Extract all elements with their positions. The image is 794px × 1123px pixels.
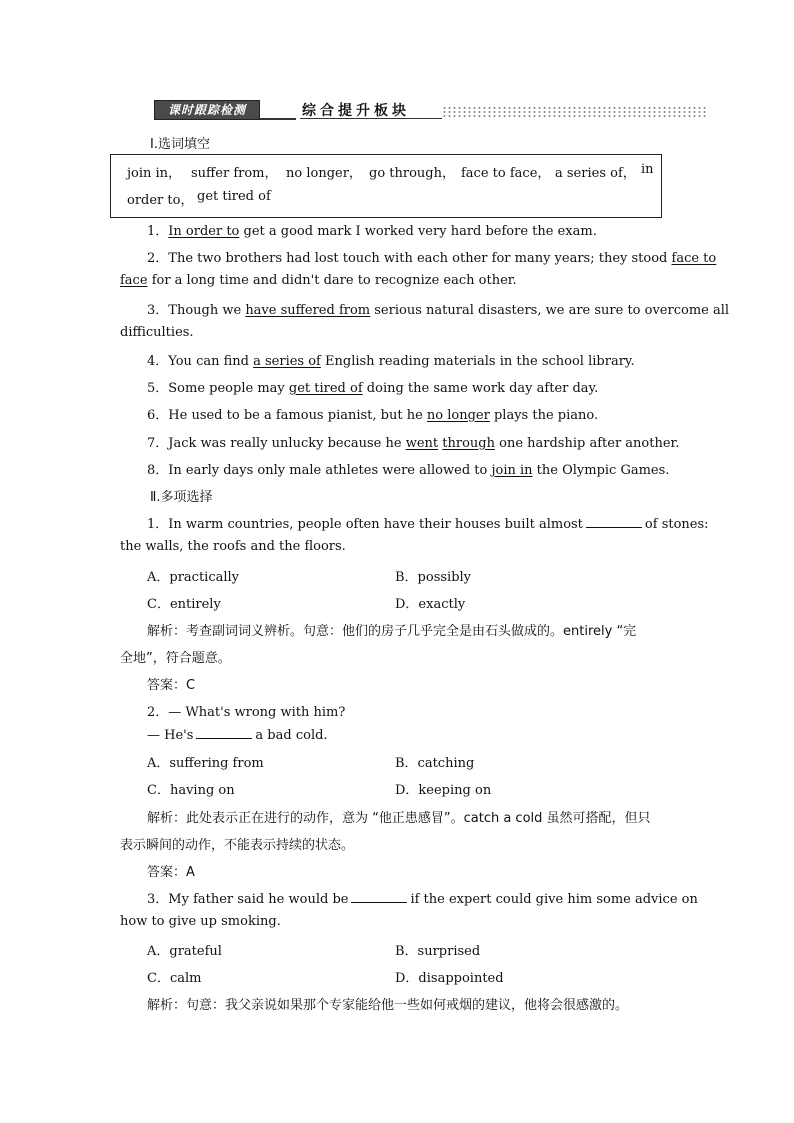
item-text: The two brothers had lost touch with each other for many years; they stood <box>168 251 668 266</box>
analysis-text-cont: 表示瞬间的动作，不能表示持续的状态。 <box>120 838 355 853</box>
word-bank-box <box>110 154 662 218</box>
word-bank-item: face to face， <box>461 166 551 181</box>
word-bank-item: in <box>641 162 654 177</box>
question-1-stem <box>147 513 709 532</box>
answer-key: 答案：A <box>147 865 195 880</box>
item-text: plays the piano. <box>493 408 599 423</box>
option-c: C．calm <box>147 971 202 986</box>
item-text: He used to be a famous pianist, but he <box>168 408 423 423</box>
question-text: of stones: <box>644 517 709 532</box>
answer-key: 答案：C <box>147 678 196 693</box>
banner-dot-pattern <box>442 106 708 118</box>
item-number: 6． <box>147 408 169 423</box>
item-text: You can find <box>168 354 249 369</box>
question-3-stem <box>147 888 698 907</box>
answer-text: a series of <box>253 354 321 369</box>
fill-item-6 <box>147 404 598 423</box>
fill-item-8 <box>147 459 669 478</box>
item-number: 7． <box>147 436 169 451</box>
question-number: 1． <box>147 517 169 532</box>
question-number: 3． <box>147 892 169 907</box>
item-number: 2． <box>147 251 169 266</box>
analysis-text: 解析：此处表示正在进行的动作，意为 “他正患感冒”。catch a cold 虽然可搭配，但只 <box>147 811 651 826</box>
question-text: if the expert could give him some advice on <box>410 892 698 907</box>
answer-blank <box>586 516 642 528</box>
analysis-text-cont: 全地”，符合题意。 <box>120 651 231 666</box>
item-text: Some people may <box>168 381 285 396</box>
answer-blank <box>351 891 407 903</box>
answer-text: went <box>405 436 439 451</box>
item-number: 5． <box>147 381 169 396</box>
word-bank-item: no longer， <box>286 166 362 181</box>
item-text: the Olympic Games. <box>536 463 670 478</box>
fill-item-2 <box>147 247 716 266</box>
option-a: A．grateful <box>147 944 222 959</box>
answer-text: join in <box>491 463 533 478</box>
item-text: one hardship after another. <box>499 436 680 451</box>
analysis-text: 解析：句意：我父亲说如果那个专家能给他一些如何戒烟的建议，他将会很感激的。 <box>147 998 629 1013</box>
banner-tag: 课时跟踪检测 <box>154 100 260 120</box>
item-text: serious natural disasters, we are sure to overcome all <box>374 303 730 318</box>
fill-item-4 <box>147 350 635 369</box>
section-2-title: Ⅱ.多项选择 <box>150 490 213 505</box>
fill-item-3-cont: difficulties. <box>120 325 194 340</box>
banner-divider <box>260 104 296 120</box>
answer-text: get tired of <box>288 381 363 396</box>
option-b: B．catching <box>395 756 475 771</box>
item-text: English reading materials in the school library. <box>325 354 635 369</box>
fill-item-5 <box>147 377 598 396</box>
option-c: C．having on <box>147 783 235 798</box>
answer-text: have suffered from <box>245 303 371 318</box>
question-3-stem-cont: how to give up smoking. <box>120 914 281 929</box>
item-text: Jack was really unlucky because he <box>168 436 402 451</box>
word-bank-item: go through， <box>369 166 455 181</box>
answer-text: through <box>442 436 495 451</box>
word-bank-item: get tired of <box>197 189 271 204</box>
answer-text: In order to <box>168 224 240 239</box>
question-number: 2． <box>147 705 169 720</box>
answer-text: face to <box>671 251 717 266</box>
item-text: Though we <box>168 303 242 318</box>
fill-item-3 <box>147 299 729 318</box>
item-number: 3． <box>147 303 169 318</box>
question-text: — He's <box>147 728 194 743</box>
answer-text: face <box>120 273 148 288</box>
analysis-text: 解析：考查副词词义辨析。句意：他们的房子几乎完全是由石头做成的。entirely “完 <box>147 624 637 639</box>
banner-underline <box>300 118 442 119</box>
word-bank-item: order to， <box>127 193 194 208</box>
word-bank-item: join in， <box>127 166 182 181</box>
answer-text: no longer <box>426 408 490 423</box>
fill-item-1 <box>147 220 597 239</box>
question-text: My father said he would be <box>168 892 349 907</box>
question-text: — What's wrong with him? <box>168 705 346 720</box>
option-a: A．suffering from <box>147 756 264 771</box>
question-text: In warm countries, people often have their houses built almost <box>168 517 583 532</box>
item-text: In early days only male athletes were allowed to <box>168 463 488 478</box>
option-a: A．practically <box>147 570 240 585</box>
section-banner <box>150 98 710 122</box>
fill-item-2-cont <box>120 273 517 288</box>
question-2-line2 <box>147 727 328 743</box>
option-d: D．disappointed <box>395 971 504 986</box>
word-bank-item: a series of， <box>555 166 636 181</box>
fill-item-7 <box>147 432 679 451</box>
item-number: 8． <box>147 463 169 478</box>
item-text: for a long time and didn't dare to recognize each other. <box>151 273 517 288</box>
option-d: D．keeping on <box>395 783 492 798</box>
question-2-stem <box>147 701 345 720</box>
banner-title: 综合提升板块 <box>302 103 410 119</box>
section-1-title: Ⅰ.选词填空 <box>150 137 210 152</box>
option-b: B．surprised <box>395 944 481 959</box>
item-text: doing the same work day after day. <box>366 381 599 396</box>
item-text: get a good mark I worked very hard before the exam. <box>243 224 597 239</box>
question-text: a bad cold. <box>255 728 328 743</box>
answer-blank <box>196 727 252 739</box>
option-d: D．exactly <box>395 597 466 612</box>
option-b: B．possibly <box>395 570 472 585</box>
option-c: C．entirely <box>147 597 221 612</box>
item-number: 4． <box>147 354 169 369</box>
word-bank-item: suffer from， <box>191 166 278 181</box>
item-number: 1． <box>147 224 169 239</box>
question-1-stem-cont: the walls, the roofs and the floors. <box>120 539 346 554</box>
